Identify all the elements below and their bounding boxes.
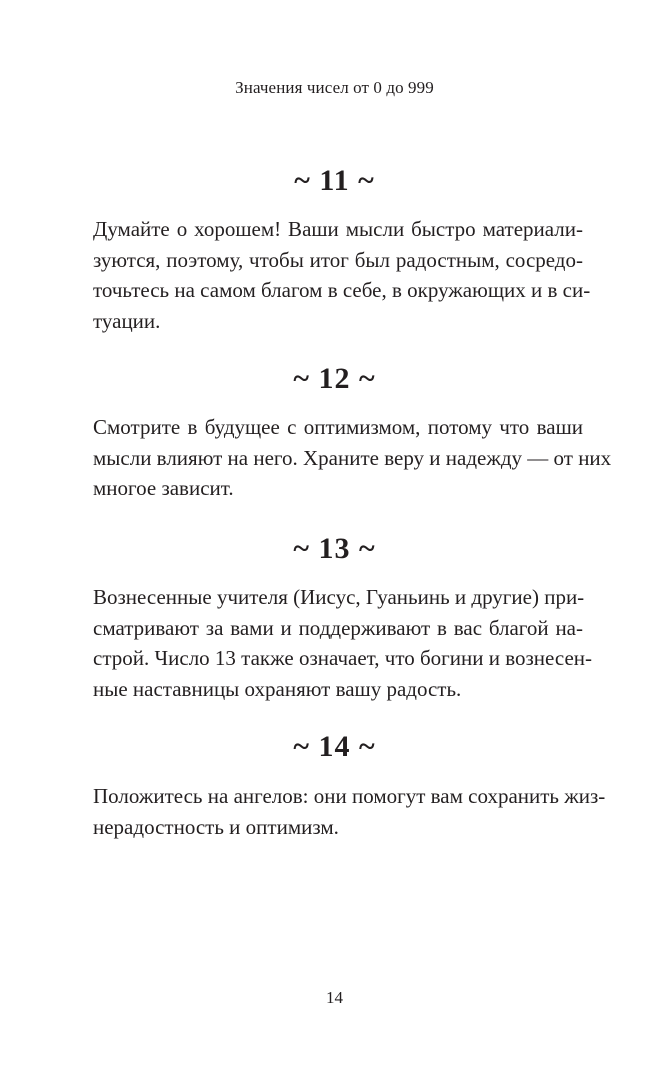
page-number: 14 xyxy=(326,988,343,1007)
section-heading-12: ~ 12 ~ xyxy=(293,362,376,395)
text-line: Думайте о хорошем! Ваши мысли быстро материали- xyxy=(93,217,583,241)
text-line: туации. xyxy=(93,308,161,333)
section-text-12 xyxy=(93,412,612,504)
text-line: многое зависит. xyxy=(93,476,234,500)
text-line: Вознесенные учителя (Иисус, Гуаньинь и другие) при- xyxy=(93,585,585,609)
text-line: ные наставницы охраняют вашу радость. xyxy=(93,676,462,701)
text-line: точьтесь на самом благом в себе, в окружающих и в си- xyxy=(93,278,591,302)
section-heading-13: ~ 13 ~ xyxy=(293,532,376,565)
text-line: нерадостность и оптимизм. xyxy=(93,814,339,839)
section-text-11 xyxy=(93,214,591,336)
section-heading-14: ~ 14 ~ xyxy=(293,730,376,763)
text-line: сматривают за вами и поддерживают в вас благой на- xyxy=(93,615,583,640)
section-text-14 xyxy=(93,781,606,842)
text-line: Смотрите в будущее с оптимизмом, потому что ваши xyxy=(93,415,583,439)
text-line: Положитесь на ангелов: они помогут вам сохранить жиз- xyxy=(93,784,606,808)
section-heading-11: ~ 11 ~ xyxy=(294,164,375,197)
section-text-13 xyxy=(93,582,592,704)
text-line: мысли влияют на него. Храните веру и надежду — от них xyxy=(93,445,612,470)
text-line: зуются, поэтому, чтобы итог был радостным, сосредо- xyxy=(93,247,583,272)
running-head: Значения чисел от 0 до 999 xyxy=(235,78,434,97)
text-line: строй. Число 13 также означает, что богини и вознесен- xyxy=(93,646,592,670)
